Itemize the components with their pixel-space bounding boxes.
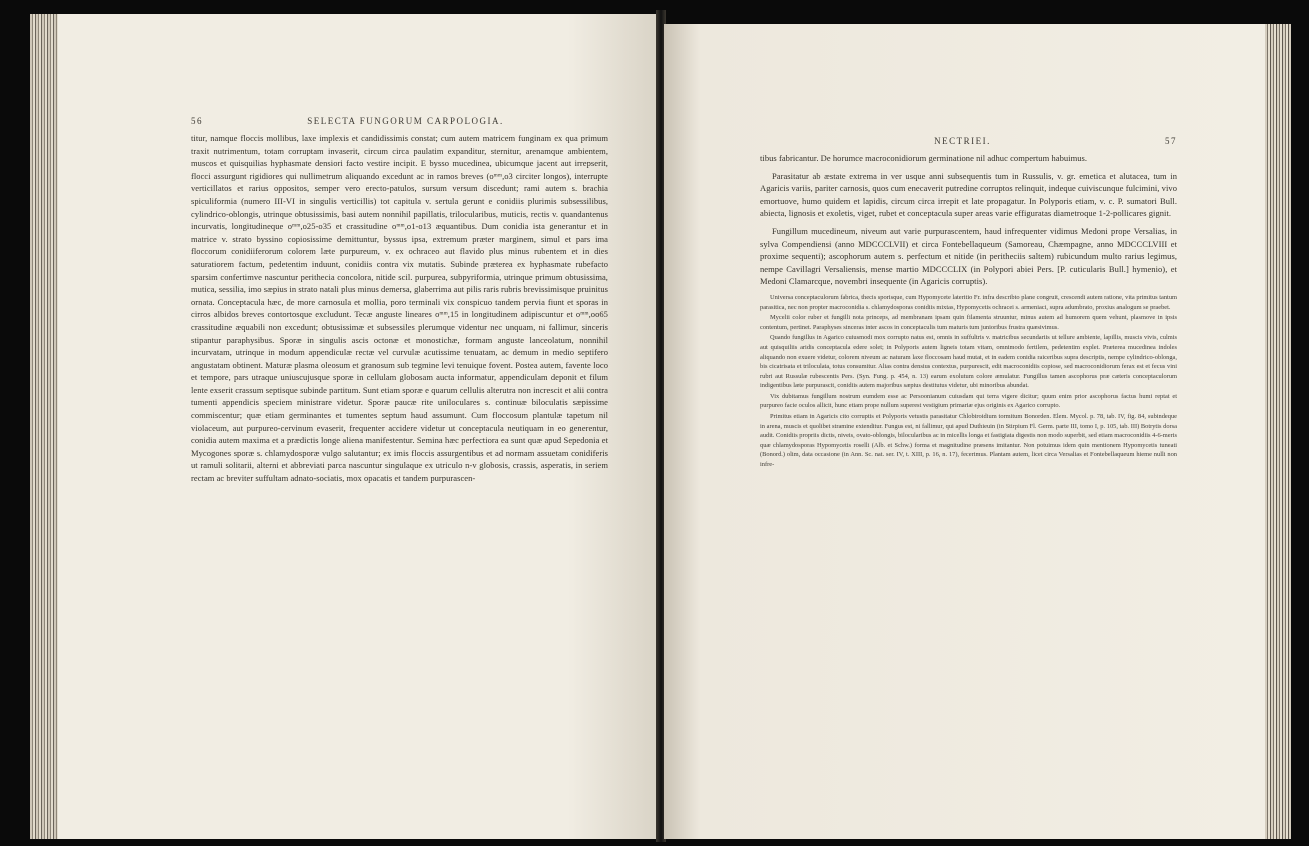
left-page-number: 56 bbox=[191, 116, 203, 126]
note-paragraph: Vix dubitamus fungillum nostrum eumdem esse ac Persoonianum cuiusdam qui terra vigere dicitur; quum enim prior ascophorus factus humi reptat et purpureo facie oculos allicit, hunc etiam prope nullum superest vestigium primariæ ejus originis ex Agarico corrupto. bbox=[760, 392, 1177, 410]
note-paragraph: Universa conceptaculorum fabrica, thecis sporisque, cum Hypomycete lateritio Fr. infra describto plane congruit, crescendi autem ratione, vita primitus tantum parasitica, nec non propter macroconidia s. chlamydosporas conidiis mixtas, Hypomycetis ochracei s. armeniaci, supra adumbrato, proxius analogum se praebet. bbox=[760, 293, 1177, 311]
note-paragraph: Primitus etiam in Agaricis cito corruptis et Polyporis vetustis parasitatur Chlobiroidium tormitum Bonorden. Elem. Mycol. p. 78, tab. IV, fig. 84, subindeque in arena, muscis et quolibet stramine extenditur. Fungus est, ni fallimur, qui apud Duthieuin (in Stirpium Fl. Germ. parte III, tomo I, p. 105, tab. III) Botrytis dorsa audit. Conidiis propriis dictis, niveis, ovato-oblongis, bilocularibus ac in micellis longa et fastigiata digestis non modo superbit, sed etiam macroconidiis 4-6-meris quæ chlamydosporas Hypomycetis roselli (Alb. et Schw.) forma et magnitudine præsens imitantur. Non potuimus idem quin mentionem Hypomycetis tuneati (Bonord.) olim, data occasione (in Ann. Sc. nat. ser. IV, t. XIII, p. 16, n. 17), fecerimus. Plantam autem, licet circa Versalias et Fontebellaqueum hieme nulli non infre- bbox=[760, 413, 1177, 469]
left-page-edges bbox=[30, 14, 58, 839]
left-paragraph: titur, namque floccis mollibus, laxe implexis et candidissimis constat; cum autem matricem funginam ex qua primum traxit nutrimentum, totam corruptam invaserit, circum circa paulatim expanditur, sternitur, arenamque ambientem, muscos et quisquilias hyphasmate densiori facto vestire incipit. E bysso mucedinea, ubicumque jacent aut irrepserit, flocci assurgunt rigidiores qui nullimetrum aliquando excedunt ac in ramos breves (oᵐᵐ,o3 circiter longos), interrupte verticillatos et rarius oppositos, semper vero erecto-patulos, sursum versum discedunt; rami autem s. brachia spiculiformia (numero III-VI in singulis verticillis) tot capitula v. sertula gerunt e conidiis plurimis subsessilibus, cylindrico-oblongis, utrinque obtusissimis, basi autem nonnihil papillatis, trilocularibus, muticis, rectis v. quandantenus incurvatis, longitudineque oᵐᵐ,o25-o35 et crassitudine oᵐᵐ,o1-o13 æquantibus. Dum conidia ista generantur et in matrice v. strato byssino copiosissime demittuntur, byssus ipsa, extremum præter marginem, simul et pars ima floccorum conidiiferorum colorem læte purpureum, v. ex ochraceo aut flavido plus minus rubentem et in dies saturatiorem factum, pedetentim induunt, conidiis contra vix mutatis. Subinde præterea ex hyphasmate rubefacto sparsim confertimve nascuntur perithecia concolora, nitide scil. purpurea, subpyriformia, utrinque primum obtusissima, mutica, sessilia, imo sæpius in strato natali plus minus demersa, glaberrima aut pilis raris rubris brevissimisque pruinitus ornata. Conceptacula hæc, de more carnosula et mollia, poro terminali vix conspicuo tandem pervia fiunt et sporas in cirros albidos breves contortosque excludunt. Tecæ anguste lineares oᵐᵐ,15 in longitudinem adipiscuntur et oᵐᵐ,oo65 crassitudine æquabili non excedunt; obtusissimæ et subsessiles plerumque videntur nec unquam, ni fallimur, sinceris stipantur paraphysibus. Sporæ in singulis ascis octonæ et monostichæ, formam anguste lanceolatum, nonnihil incurvatam, utrinque in modum appendiculæ rectæ vel curvulæ acutissime tenuatam, ac demum in medio septifero angustatam obtinent. Maturæ plasma oleosum et granosum sub tegmine levi tenuique fovent. Postea autem, favente loco et tempore, pars utraque uniuscujusque sporæ in cellulam globosam aucta informatur, appendiculam deponit et filum lente exserit crassum septisque subinde partitum. Sunt etiam sporæ e quarum cellulis alterutra non increscit et alii contra tumenti appendicis speciem ministrare videtur. Sporæ paucæ rite uniloculares s. continuæ biloculatis sæpissime commiscentur; quæ etiam germinantes et tumentes septum haud assumunt. Cum floccosum plantulæ tapetum nil violaceum, aut purpureo-cervinum evaserit, frequenter accidere videtur ut conceptacula neutiquam in eo generentur, conidia autem maxima et a prædictis longe aliena manifestentur. Semina hæc perfectiora ea sunt quæ apud Sepedonia et Mycogones sporæ s. chlamydosporæ vulgo salutantur; ex imis floccis assurgentibus et ad normam assuetam conidiferis ut ramuli solitarii, alterni et abbreviati parca nascuntur singulaque ex utriculo n-v globosis, crassis, asperatis, in seriem rectam ac breviter suffultam adnato-sociatis, mox opacatis et tandem purpurascen- bbox=[191, 133, 608, 484]
right-page-number: 57 bbox=[1165, 136, 1177, 146]
right-intro-paragraph: tibus fabricantur. De horumce macroconidiorum germinatione nil adhuc compertum habuimus. bbox=[760, 153, 1088, 163]
right-page bbox=[664, 24, 1265, 839]
right-small-notes bbox=[760, 293, 1177, 470]
left-running-title: SELECTA FUNGORUM CARPOLOGIA. bbox=[307, 116, 504, 126]
right-running-title: NECTRIEI. bbox=[934, 136, 991, 146]
right-paragraph: Parasitatur ab æstate extrema in ver usque anni subsequentis tum in Russulis, v. gr. emetica et alutacea, tum in Agaricis variis, pariter carnosis, quos cum enecaverit putredine corruptos relinquit, indeque cuiviscunque fulcimini, vivo emortuove, humo quidem et lapidis, circum circa irrepit et late propagatur. In Polyporis etiam, v. c. P. sumatori Bull. abiecta, lignosis et exoletis, viget, rubet et conceptacula super areas varie effiguratas diametroque 1-2-pollicares gignit. bbox=[760, 170, 1177, 219]
right-paragraph: Fungillum mucedineum, niveum aut varie purpurascentem, haud infrequenter vidimus Medoni prope Versalias, in sylva Compendiensi (anno MDCCCLVII) et circa Fontebellaqueum (Samoreau, Chæmpagne, anno MDCCCLVIII et proxime sequenti); ascophorum autem s. perfectum et nitide (in peritheciis saltem) rubicundum multo rarius legimus, nempe Cavillagri Versaliensis, mense martio MDCCCLIX (in Polypori abiei Pers. [P. cuticularis Bull.] hymenio), et Medoni Clamarcque, novembri insequente (in Agaricis corruptis). bbox=[760, 225, 1177, 287]
left-running-head bbox=[191, 116, 608, 126]
note-paragraph: Mycelii color ruber et fungilli nota princeps, ad membranam ipsam quin filamenta struuntur, minus autem ad humorem quem vehunt, plasmove in ipsis contentum, pertinet. Paraphyses sinceras inter ascos in conceptaculis tum maturis tum junioribus frustra quæsivimus. bbox=[760, 314, 1177, 331]
left-page bbox=[58, 14, 658, 839]
right-running-head bbox=[760, 136, 1177, 146]
right-page-edges bbox=[1265, 24, 1291, 839]
right-body-text bbox=[760, 152, 1177, 288]
left-body-text bbox=[191, 132, 608, 485]
note-paragraph: Quando fungillus in Agarico cuiusmodi mox corrupto natus est, omnis in suffultris v. matricibus secundariis ut tellure ambiente, lapillis, muscis vivis, culmis aut quisquiliis aridis conceptacula edere solet; in Polyporis autem ligneis totam vitam, omnimodo fertilem, pedetentim explet. Præterea mucedinea indoles aliquando non exuere videtur, colorem niveum ac naturam laxe floccosam haud mutat, et in eadem conidia raiceribus supra descriptis, nempe cylindrico-oblonga, bis cicatrisata et triloculata, totus consumitur. Alias contra densius contextus, purpurescit, edit macroconidiis copiose, sed macroconidiorum ferax est et fecus vini rubri aut Russulæ rubescentis Pers. (Syn. Fung. p. 454, n. 13) earum exolutum colore æmulatur. Fungillus tamen ascophorus præ cæteris conceptaculorum indigentibus læte purpurascit, conidiis autem majoribus sæpius destitutus videtur, ubi minoribus abundat. bbox=[760, 334, 1177, 390]
